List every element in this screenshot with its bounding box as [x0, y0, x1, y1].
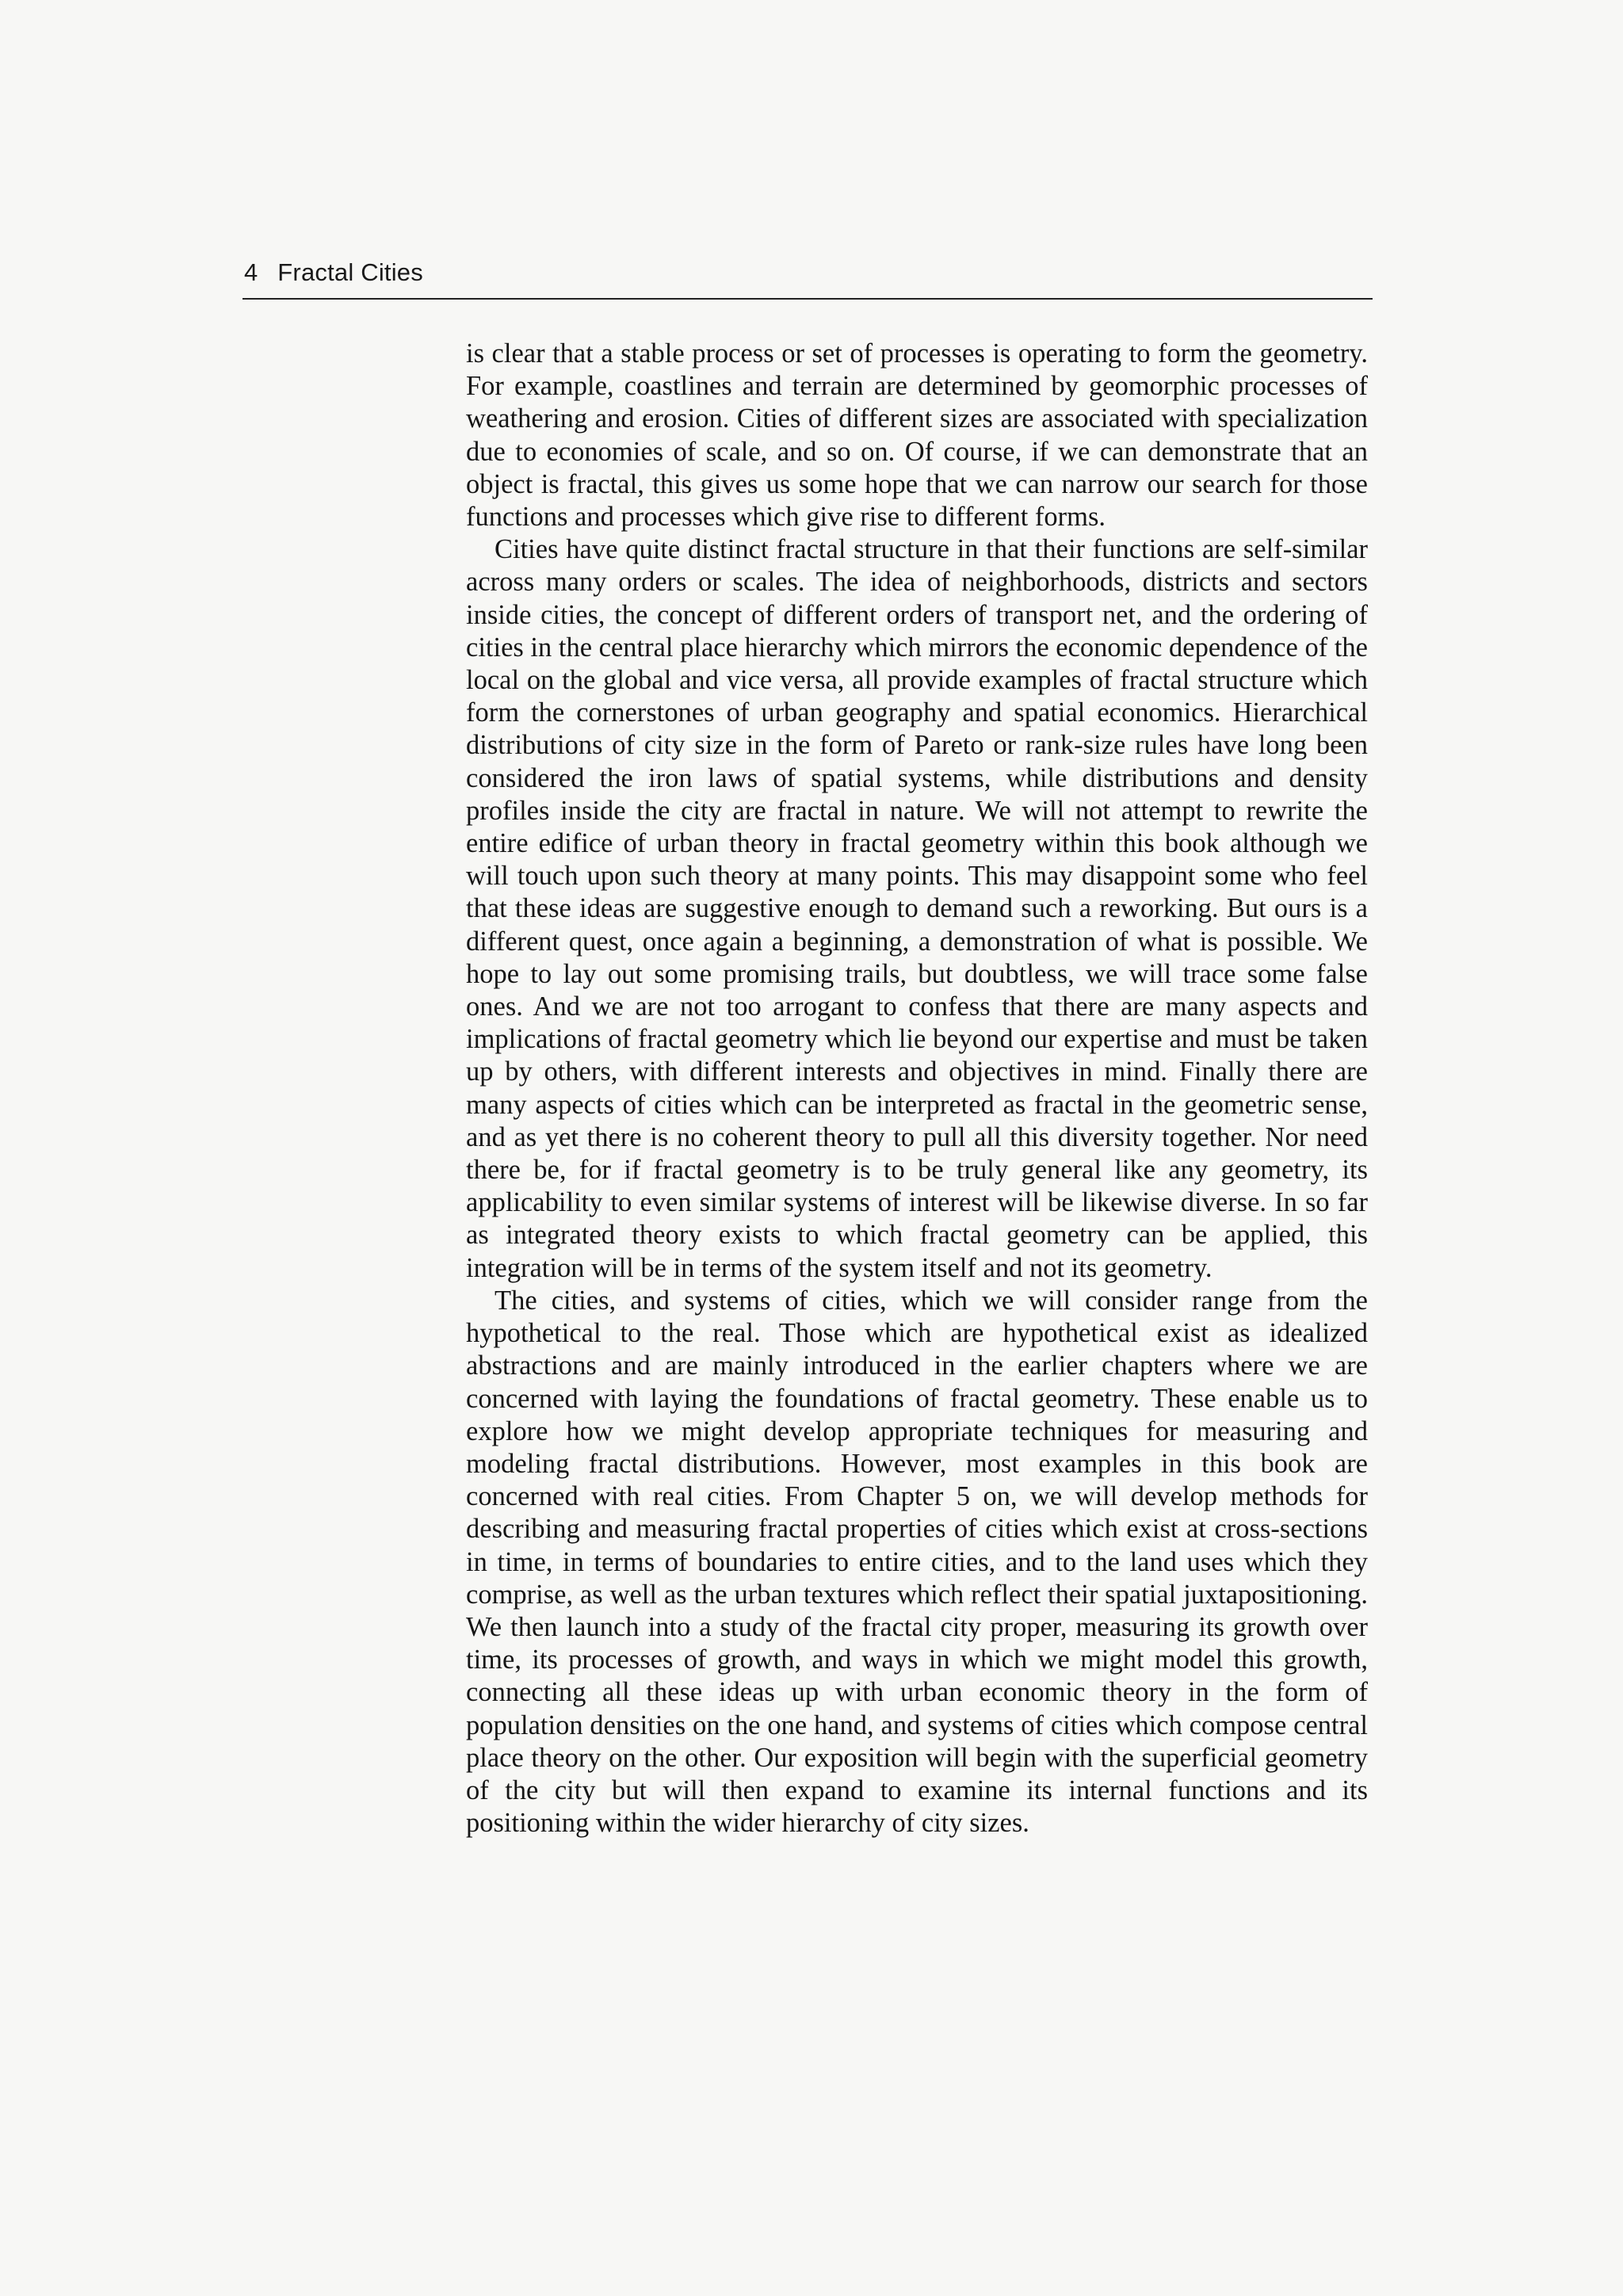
paragraph-2: Cities have quite distinct fractal structure in that their functions are self-similar across many orders or scales. The idea of neighborhoods, districts and sectors inside cities, the concept of different orders of transport net, and the ordering of cities in the central place hierarchy which mirrors the economic dependence of the local on the global and vice versa, all provide examples of fractal structure which form the cornerstones of urban geography and spatial economics. Hierarchical distributions of city size in the form of Pareto or rank-size rules have long been considered the iron laws of spatial systems, while distributions and density profiles inside the city are fractal in nature. We will not attempt to rewrite the entire edifice of urban theory in fractal geometry within this book although we will touch upon such theory at many points. This may disappoint some who feel that these ideas are suggestive enough to demand such a reworking. But ours is a different quest, once again a beginning, a demonstration of what is possible. We hope to lay out some promising trails, but doubtless, we will trace some false ones. And we are not too arrogant to confess that there are many aspects and implications of fractal geometry which lie beyond our expertise and must be taken up by others, with different interests and objectives in mind. Finally there are many aspects of cities which can be interpreted as fractal in the geometric sense, and as yet there is no coherent theory to pull all this diversity together. Nor need there be, for if fractal geometry is to be truly general like any geometry, its applicability to even similar systems of interest will be likewise diverse. In so far as integrated theory exists to which fractal geometry can be applied, this integration will be in terms of the system itself and not its geometry. [466, 534, 1368, 1283]
running-head [244, 258, 423, 287]
paragraph-3: The cities, and systems of cities, which we will consider range from the hypothetical to the real. Those which are hypothetical exist as idealized abstractions and are mainly introduced in the earlier chapters where we are concerned with laying the foundations of fractal geometry. These enable us to explore how we might develop appropriate techniques for measuring and modeling fractal distributions. However, most examples in this book are concerned with real cities. From Chapter 5 on, we will develop methods for describing and measuring fractal properties of cities which exist at cross-sections in time, in terms of boundaries to entire cities, and to the land uses which they comprise, as well as the urban textures which reflect their spatial juxtapositioning. We then launch into a study of the fractal city proper, measuring its growth over time, its processes of growth, and ways in which we might model this growth, connecting all these ideas up with urban economic theory in the form of population densities on the one hand, and systems of cities which compose central place theory on the other. Our exposition will begin with the superficial geometry of the city but will then expand to examine its internal functions and its positioning within the wider hierarchy of city sizes. [466, 1285, 1368, 1839]
header-rule [242, 298, 1373, 300]
body-text [466, 338, 1368, 1839]
running-title: Fractal Cities [277, 258, 423, 286]
page-number: 4 [244, 258, 258, 286]
paragraph-1: is clear that a stable process or set of processes is operating to form the geometry. For example, coastlines and terrain are determined by geomorphic processes of weathering and erosion. Cities of different sizes are associated with specialization due to economies of scale, and so on. Of course, if we can demonstrate that an object is fractal, this gives us some hope that we can narrow our search for those functions and processes which give rise to different forms. [466, 338, 1368, 533]
